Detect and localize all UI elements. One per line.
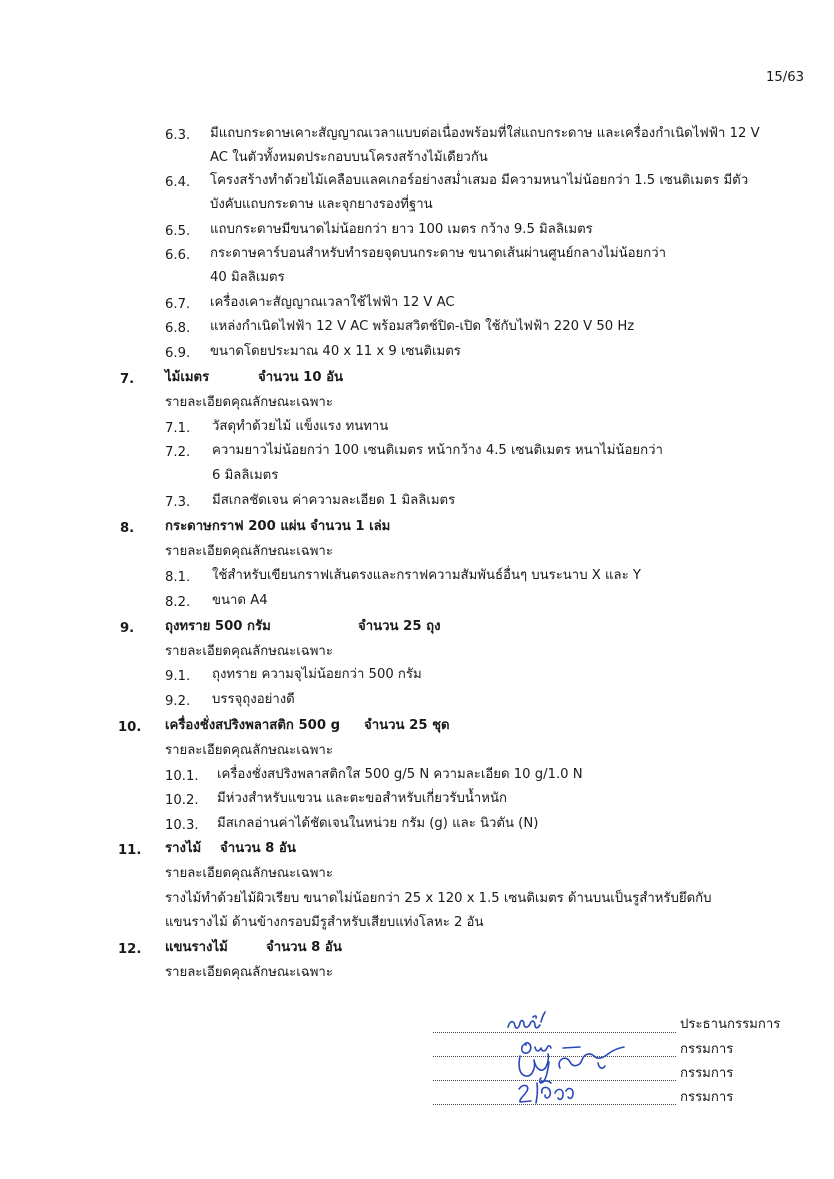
signature-role: กรรมการ [680,1090,734,1105]
item-text: AC ในตัวทั้งหมดประกอบบนโครงสร้างไม้เดียวกัน [210,150,488,165]
item-number: 7.2. [165,445,191,460]
item-text: บรรจุถุงอย่างดี [212,692,295,707]
item-text: วัสดุทำด้วยไม้ แข็งแรง ทนทาน [212,419,389,434]
item-number: 9.1. [165,669,191,684]
item-text: มีสเกลชัดเจน ค่าความละเอียด 1 มิลลิเมตร [212,493,456,508]
item-text: มีแถบกระดาษเคาะสัญญาณเวลาแบบต่อเนื่องพร้อมที่ใส่แถบกระดาษ และเครื่องกำเนิดไฟฟ้า 12 V [210,126,760,141]
item-text: 6 มิลลิเมตร [212,468,279,483]
signature-role: กรรมการ [680,1066,734,1081]
item-number: 10.2. [165,793,199,808]
item-number: 6.9. [165,346,191,361]
page-number: 15/63 [766,70,805,85]
section-quantity: จำนวน 8 อัน [266,940,342,955]
section-number: 8. [120,521,135,536]
section-quantity: จำนวน 25 ถุง [358,619,441,634]
item-number: 6.5. [165,224,191,239]
section-quantity: จำนวน 10 อัน [258,370,344,385]
item-text: แขนรางไม้ ด้านข้างกรอบมีรูสำหรับเสียบแท่งโลหะ 2 อัน [165,915,484,930]
item-number: 9.2. [165,694,191,709]
section-title: รางไม้ [165,841,202,856]
item-text: แหล่งกำเนิดไฟฟ้า 12 V AC พร้อมสวิตช์ปิด-เปิด ใช้กับไฟฟ้า 220 V 50 Hz [210,319,635,334]
signature-member-3 [515,1079,595,1107]
section-number: 9. [120,621,135,636]
item-number: 6.8. [165,321,191,336]
signature-role: กรรมการ [680,1042,734,1057]
spec-heading: รายละเอียดคุณลักษณะเฉพาะ [165,644,333,659]
section-title: ไม้เมตร [165,370,210,385]
item-text: กระดาษคาร์บอนสำหรับทำรอยจุดบนกระดาษ ขนาดเส้นผ่านศูนย์กลางไม่น้อยกว่า [210,246,667,261]
item-text: บังคับแถบกระดาษ และจุกยางรองที่ฐาน [210,197,433,212]
item-text: แถบกระดาษมีขนาดไม่น้อยกว่า ยาว 100 เมตร กว้าง 9.5 มิลลิเมตร [210,222,593,237]
item-number: 7.1. [165,421,191,436]
item-number: 6.6. [165,248,191,263]
item-number: 8.2. [165,595,191,610]
item-text: มีห่วงสำหรับแขวน และตะขอสำหรับเกี่ยวรับน้ำหนัก [217,791,507,806]
section-title: ถุงทราย 500 กรัม [165,619,271,634]
signature-role: ประธานกรรมการ [680,1017,781,1032]
item-text: รางไม้ทำด้วยไม้ผิวเรียบ ขนาดไม่น้อยกว่า 25 x 120 x 1.5 เซนติเมตร ด้านบนเป็นรูสำหรับยึดกับ [165,891,712,906]
section-title: กระดาษกราฟ 200 แผ่น จำนวน 1 เล่ม [165,519,391,534]
section-number: 7. [120,372,135,387]
spec-heading: รายละเอียดคุณลักษณะเฉพาะ [165,395,333,410]
item-number: 8.1. [165,570,191,585]
item-number: 6.3. [165,128,191,143]
spec-heading: รายละเอียดคุณลักษณะเฉพาะ [165,544,333,559]
item-text: 40 มิลลิเมตร [210,270,285,285]
item-number: 10.3. [165,818,199,833]
item-text: ถุงทราย ความจุไม่น้อยกว่า 500 กรัม [212,667,422,682]
item-text: โครงสร้างทำด้วยไม้เคลือบแลคเกอร์อย่างสม่ำเสมอ มีความหนาไม่น้อยกว่า 1.5 เซนติเมตร มีตัว [210,173,749,188]
section-number: 12. [118,942,142,957]
item-number: 10.1. [165,769,199,784]
section-title: เครื่องชั่งสปริงพลาสติก 500 g [165,718,341,733]
spec-heading: รายละเอียดคุณลักษณะเฉพาะ [165,743,333,758]
item-number: 7.3. [165,495,191,510]
section-quantity: จำนวน 25 ชุด [364,718,450,733]
item-text: เครื่องชั่งสปริงพลาสติกใส 500 g/5 N ความละเอียด 10 g/1.0 N [217,767,583,782]
item-text: ขนาด A4 [212,593,268,608]
section-title: แขนรางไม้ [165,940,228,955]
section-number: 11. [118,843,142,858]
item-number: 6.4. [165,175,191,190]
section-quantity: จำนวน 8 อัน [220,841,296,856]
item-text: ขนาดโดยประมาณ 40 x 11 x 9 เซนติเมตร [210,344,461,359]
item-text: ความยาวไม่น้อยกว่า 100 เซนติเมตร หน้ากว้าง 4.5 เซนติเมตร หนาไม่น้อยกว่า [212,443,663,458]
item-text: เครื่องเคาะสัญญาณเวลาใช้ไฟฟ้า 12 V AC [210,295,455,310]
signature-chairman [505,1010,555,1034]
section-number: 10. [118,720,142,735]
spec-heading: รายละเอียดคุณลักษณะเฉพาะ [165,866,333,881]
item-text: มีสเกลอ่านค่าได้ชัดเจนในหน่วย กรัม (g) และ นิวตัน (N) [217,816,539,831]
spec-heading: รายละเอียดคุณลักษณะเฉพาะ [165,965,333,980]
item-text: ใช้สำหรับเขียนกราฟเส้นตรงและกราฟความสัมพันธ์อื่นๆ บนระนาบ X และ Y [212,568,641,583]
item-number: 6.7. [165,297,191,312]
